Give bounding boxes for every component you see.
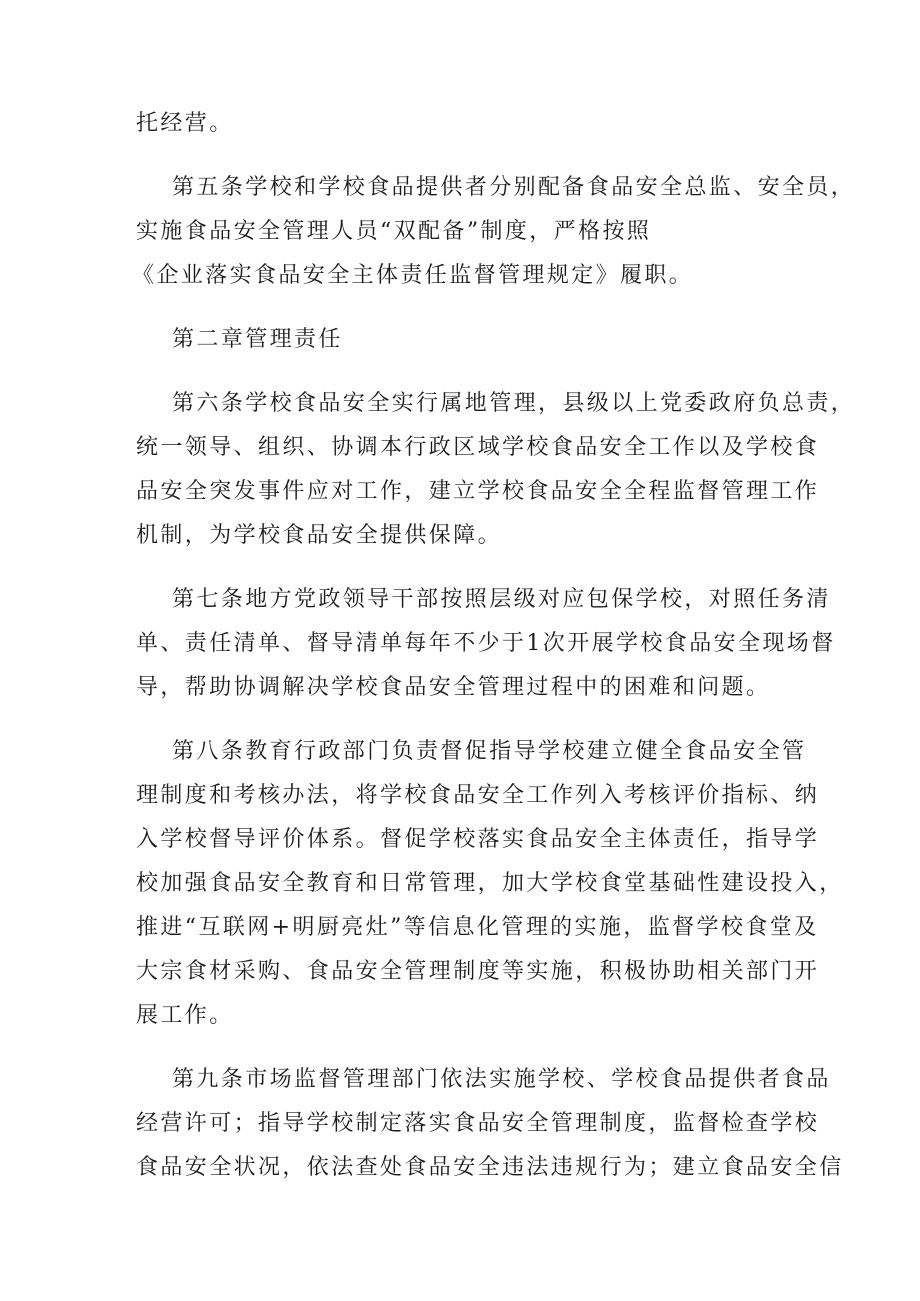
text-line: 经营许可；指导学校制定落实食品安全管理制度，监督检查学校 [136,1111,820,1136]
paragraph-gap [136,710,802,730]
paragraph-gap [136,146,802,166]
text-line: 校加强食品安全教育和日常管理，加大学校食堂基础性建设投入， [136,871,844,896]
text-line: 第八条教育行政部门负责督促指导学校建立健全食品安全管 [172,739,807,764]
text-line: 推进“互联网+明厨亮灶”等信息化管理的实施，监督学校食堂及 [136,915,819,940]
text-line: 单、责任清单、督导清单每年不少于1次开展学校食品安全现场督 [136,631,836,656]
paragraph-gap [136,298,802,318]
text-line: 入学校督导评价体系。督促学校落实食品安全主体责任，指导学 [136,827,820,852]
text-line: 展工作。 [136,1003,234,1028]
paragraph-gap [136,362,802,382]
text-line: 大宗食材采购、食品安全管理制度等实施，积极协助相关部门开 [136,959,820,984]
paragraph-gap [136,1038,802,1058]
text-line: 第九条市场监督管理部门依法实施学校、学校食品提供者食品 [172,1067,831,1092]
paragraph-gap [136,558,802,578]
text-line: 品安全突发事件应对工作，建立学校食品安全全程监督管理工作 [136,479,820,504]
text-line: 第五条学校和学校食品提供者分别配备食品安全总监、安全员， [172,175,856,200]
text-line: 机制，为学校食品安全提供保障。 [136,523,503,548]
text-line: 第七条地方党政领导干部按照层级对应包保学校，对照任务清 [172,587,831,612]
text-line: 导，帮助协调解决学校食品安全管理过程中的困难和问题。 [136,675,771,700]
text-line: 统一领导、组织、协调本行政区域学校食品安全工作以及学校食 [136,435,820,460]
text-line: 第六条学校食品安全实行属地管理，县级以上党委政府负总责， [172,391,856,416]
text-line: 第二章管理责任 [172,327,343,352]
text-line: 《企业落实食品安全主体责任监督管理规定》履职。 [132,263,694,288]
text-line: 理制度和考核办法，将学校食品安全工作列入考核评价指标、纳 [136,783,820,808]
text-line: 托经营。 [136,111,234,136]
text-line: 食品安全状况，依法查处食品安全违法违规行为；建立食品安全信 [136,1155,844,1180]
text-line: 实施食品安全管理人员“双配备”制度，严格按照 [136,219,652,244]
